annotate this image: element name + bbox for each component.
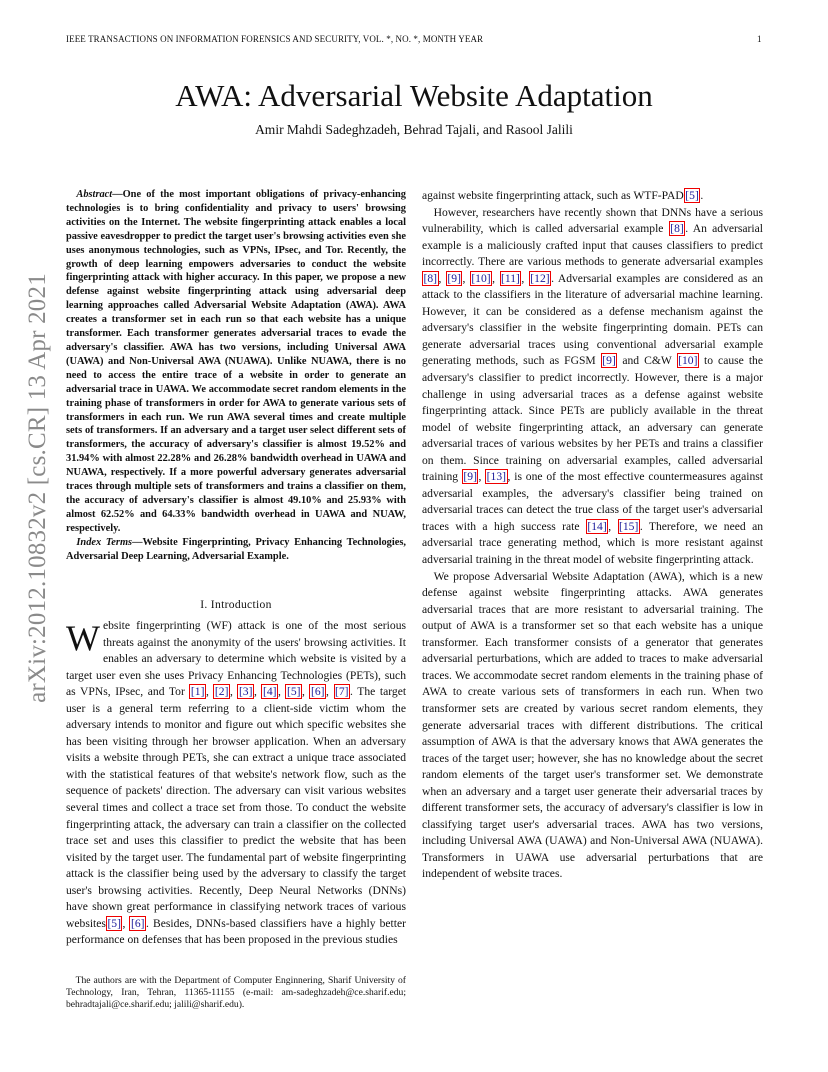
citation-link[interactable]: [15]	[619, 519, 639, 533]
citation-link[interactable]: [10]	[471, 271, 491, 285]
citation-link[interactable]: [5]	[107, 916, 121, 930]
p1-continued-body: against website fingerprinting attack, such as WTF-PAD [5] .	[422, 189, 704, 202]
index-terms-text: —Website Fingerprinting, Privacy Enhancing Technologies, Adversarial Deep Learning, Adversarial Example.	[66, 536, 406, 562]
author-footnote: The authors are with the Department of Computer Enginnering, Sharif University of Technology, Iran, Tehran, 11365-11155 (e-mail: am-sadeghzadeh@ce.sharif.edu; behradtajali@ce.sharif.edu; jalili@sharif.edu).	[66, 975, 406, 1011]
citation-link[interactable]: [9]	[447, 271, 461, 285]
citation-link[interactable]: [1]	[190, 685, 205, 699]
p3-body: We propose Adversarial Website Adaptation (AWA), which is a new defense against website fingerprinting attacks. AWA generates adversarial traces that are more resistant to adversarial training. The output of AWA is a transformer set so that each website has a unique transformer. Each transformer consists of a generator that generates adversarial perturbations, which are added to traces to make adversarial traces. We accommodate secret random elements in the training phase of AWA to create various sets of transformers in each run. When two transformer sets are created by various secret random elements, they generate adversarial traces with different distributions. The critical assumption of AWA is that the adversary knows that AWA generates the traces of the target user; however, she has no knowledge about the secret random elements of the target user's transformer set. We demonstrate when an adversary and a target user generate their adversarial traces by different transformer sets, the accuracy of adversary's classifier is low in classifying target user's adversarial traces. AWA has two versions, including Universal AWA (UAWA) and Non-Universal AWA (NUAWA). Transformers in UAWA use adversarial perturbations that are independent of website traces.	[422, 569, 763, 881]
abstract-label: Abstract	[76, 189, 113, 200]
citation-link[interactable]: [14]	[587, 519, 607, 533]
citation-link[interactable]: [11]	[501, 271, 520, 285]
citation-link[interactable]: [8]	[670, 222, 684, 236]
citation-link[interactable]: [12]	[530, 271, 550, 285]
citation-link[interactable]: [6]	[310, 685, 325, 699]
page-number: 1	[757, 34, 762, 44]
citation-link[interactable]: [5]	[685, 189, 699, 202]
running-head: IEEE TRANSACTIONS ON INFORMATION FORENSICS AND SECURITY, VOL. *, NO. *, MONTH YEAR	[66, 34, 484, 44]
abstract-text: —One of the most important obligations of privacy-enhancing technologies is to bring confidentiality and privacy to users' browsing activities on the Internet. The website fingerprinting attack enables a local passive eavesdropper to predict the target user's browsing activities even she uses anonymous technologies, such as VPNs, IPsec, and Tor. Recently, the growth of deep learning empowers adversaries to conduct the website fingerprinting attack with higher accuracy. In this paper, we propose a new defense against website fingerprinting attack using adversarial deep learning approaches called Adversarial Website Adaptation (AWA). AWA creates a transformer set in each run so that each website has a unique transformer. Each transformer generates adversarial traces to evade the adversary's classifier. AWA has two versions, including Universal AWA (UAWA) and Non-Universal AWA (NUAWA). Unlike NUAWA, there is no need to access the entire trace of a website in order to generate an adversarial trace in UAWA. We accommodate secret random elements in the training phase of transformers in order for AWA to generate various sets of transformers in each run. We run AWA several times and create multiple sets of transformers. If an adversary and a target user select different sets of transformers, the accuracy of adversary's classifier is almost 19.52% and 31.94% with almost 22.28% and 26.28% bandwidth overhead in UAWA and NUAWA, respectively. If a more powerful adversary generates adversarial traces through multiple sets of transformers and trains a classifier on them, the accuracy of adversary's classifier is almost 49.10% and 25.93% with almost 62.52% and 64.33% bandwidth overhead in UAWA and NUAW, respectively.	[66, 189, 406, 534]
paper-title: AWA: Adversarial Website Adaptation	[175, 78, 653, 113]
citation-link[interactable]: [10]	[678, 354, 698, 368]
intro-paragraph-1-continued	[422, 188, 763, 205]
citation-link[interactable]: [13]	[486, 470, 506, 484]
index-terms	[66, 536, 406, 564]
intro-paragraph-3	[422, 569, 763, 883]
citation-link[interactable]: [2]	[214, 685, 229, 699]
citation-link[interactable]: [7]	[335, 685, 349, 699]
citation-link[interactable]: [4]	[262, 685, 277, 699]
drop-cap: W	[66, 618, 100, 659]
citation-link[interactable]: [9]	[463, 470, 477, 484]
citation-link[interactable]: [3]	[238, 685, 253, 699]
intro-paragraph-1	[66, 618, 406, 949]
citation-link[interactable]: [5]	[286, 685, 301, 699]
index-terms-label: Index Terms	[76, 536, 133, 548]
citation-link[interactable]: [9]	[602, 354, 616, 368]
citation-link[interactable]: [6]	[130, 916, 145, 930]
abstract	[66, 188, 406, 536]
section-heading: I. Introduction	[200, 598, 272, 612]
p1-body: ebsite fingerprinting (WF) attack is one of the most serious threats against the anonymity of the users' browsing activities. It enables an adversary to determine which website is visited by a target user even she uses Privacy Enhancing Technologies (PETs), such as VPNs, IPsec, and Tor [1] , [2] , [3] , [4] , [5] , [6] , [7] . The target user is a general term referring to a client-side victim whom the adversary intends to monitor and figure out which specific websites she has been visiting through her browser application. When an adversary visits a website through PETs, she can extract a unique trace associated with the statistical features of that website's network flow, such as the sequence of packets' direction. The adversary can visit various websites several times and collect a trace set from those. To conduct the website fingerprinting attack, the adversary can train a classifier on the collected trace set and uses this classifier to predict the website that has been visited by the target user. The fundamental part of website fingerprinting attack is the classifier being used by the adversary to classify the target user's browsing activities. Recently, Deep Neural Networks (DNNs) have shown great performance in classifying network traces of various websites [5] , [6] . Besides, DNNs-based classifiers have a highly better performance on defenses that has been proposed in the previous studies	[66, 619, 407, 947]
left-column	[66, 188, 406, 949]
right-column	[422, 188, 763, 883]
arxiv-stamp	[14, 273, 62, 703]
p2-body: However, researchers have recently shown that DNNs have a serious vulnerability, which is called adversarial example [8] . An adversarial example is a maliciously crafted input that causes classifiers to predict incorrectly. There are various methods to generate adversarial examples [8] , [9] , [10] , [11] , [12] . Adversarial examples are considered as an attack to the classifiers in the literature of adversarial machine learning. However, it can be considered as a defense mechanism against the adversary's classifier in the website fingerprinting domain. PETs can generate adversarial traces using conventional adversarial example generating methods, such as FGSM [9] and C&W [10] to cause the adversary's classifier to predict incorrectly. However, there is a major challenge in using adversarial traces as a defense against website fingerprinting attack. Since PETs are publicly available in the threat model of website fingerprinting attack, an adversary can generate adversarial traces of various websites by her PETs and trains a classifier on them. Since training on adversarial examples, called adversarial training [9] , [13] , is one of the most effective countermeasures against adversarial examples, the adversary's classifier being trained on adversarial traces can detect the true class of the target user's adversarial traces with a high success rate [14] , [15] . Therefore, we need an adversarial trace generating method, which is more resistant against adversarial training in the threat model of website fingerprinting attack.	[422, 205, 764, 567]
arxiv-stamp-text: arXiv:2012.10832v2 [cs.CR] 13 Apr 2021	[24, 273, 51, 703]
citation-link[interactable]: [8]	[423, 271, 438, 285]
intro-paragraph-2	[422, 205, 763, 569]
author-list: Amir Mahdi Sadeghzadeh, Behrad Tajali, and Rasool Jalili	[255, 122, 573, 137]
